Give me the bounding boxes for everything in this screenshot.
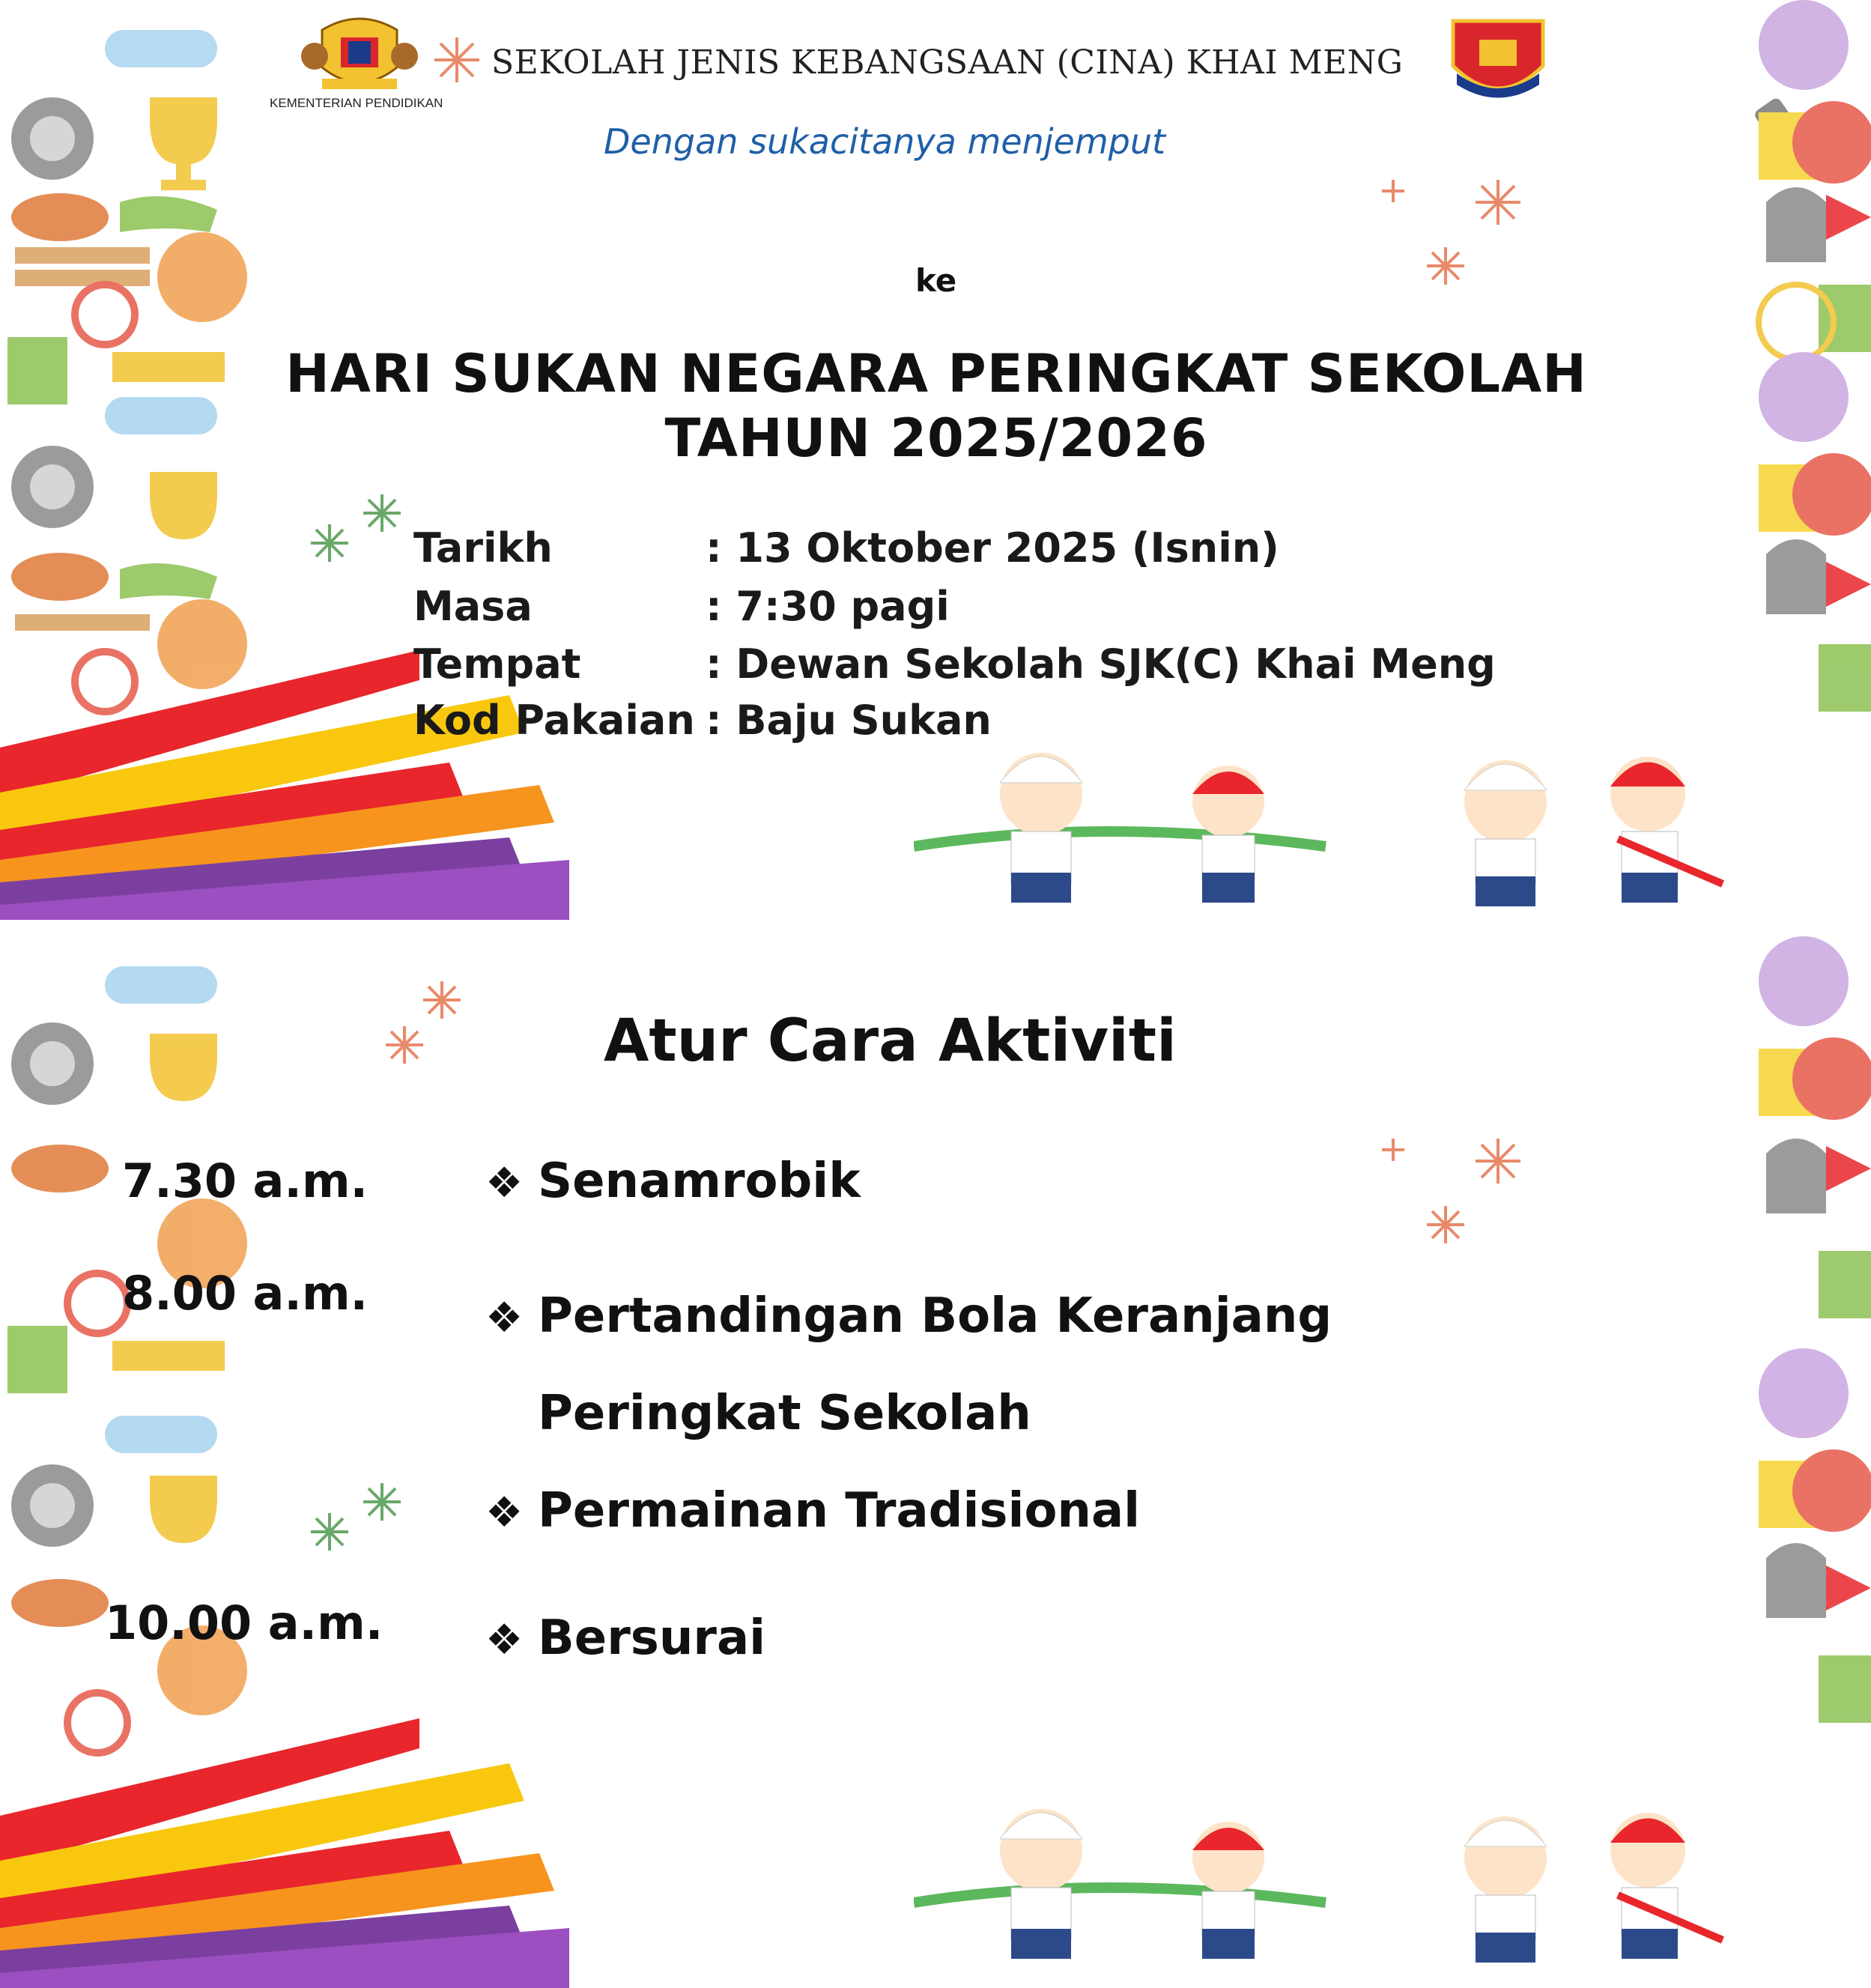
panel-divider <box>0 920 1871 936</box>
sparkle-decoration <box>360 966 479 1071</box>
detail-value: : Dewan Sekolah SJK(C) Khai Meng <box>706 640 1496 688</box>
invitation-line: Dengan sukacitanya menjemput <box>604 121 1166 162</box>
sparkle-decoration <box>1363 1109 1558 1258</box>
agenda-time: 10.00 a.m. <box>105 1595 383 1650</box>
agenda-item-text: Permainan Tradisional <box>538 1483 1141 1539</box>
detail-row-venue <box>413 640 1496 688</box>
decorative-stripes <box>0 1673 569 1988</box>
detail-value: : Baju Sukan <box>706 697 992 744</box>
ministry-crest-icon <box>300 15 419 97</box>
agenda-item-text: Pertandingan Bola Keranjang <box>538 1288 1332 1344</box>
event-title-line1: HARI SUKAN NEGARA PERINGKAT SEKOLAH <box>285 343 1587 404</box>
bullet-icon: ❖ <box>485 1616 524 1664</box>
school-logo-icon <box>1446 13 1550 103</box>
detail-row-time <box>413 583 950 630</box>
agenda-title: Atur Cara Aktiviti <box>604 1007 1177 1075</box>
agenda-time: 7.30 a.m. <box>122 1154 369 1208</box>
running-kids-illustration <box>914 1798 1775 1978</box>
event-title-line2: TAHUN 2025/2026 <box>664 407 1208 469</box>
school-name: SEKOLAH JENIS KEBANGSAAN (CINA) KHAI MENG <box>491 43 1404 82</box>
bullet-icon: ❖ <box>485 1488 524 1537</box>
detail-row-dress-code <box>413 697 992 744</box>
ke-text: ke <box>915 262 957 299</box>
ministry-label: KEMENTERIAN PENDIDIKAN <box>270 96 443 110</box>
detail-label: Kod Pakaian <box>413 697 695 744</box>
sparkle-decoration-green <box>292 1468 427 1566</box>
detail-value: : 13 Oktober 2025 (Isnin) <box>706 524 1279 572</box>
detail-label: Tempat <box>413 640 581 688</box>
agenda-item <box>485 1288 1332 1344</box>
sports-border-right <box>1624 936 1871 1760</box>
detail-value: : 7:30 pagi <box>706 583 950 630</box>
agenda-item-continuation: Peringkat Sekolah <box>538 1386 1031 1441</box>
agenda-panel <box>0 936 1871 1988</box>
sparkle-decoration-small <box>427 30 487 90</box>
sparkle-decoration-green <box>292 479 427 577</box>
invitation-panel <box>0 0 1871 920</box>
detail-label: Tarikh <box>413 524 553 572</box>
bullet-icon: ❖ <box>485 1159 524 1207</box>
agenda-item-text: Senamrobik <box>538 1154 861 1209</box>
agenda-item-text: Bersurai <box>538 1610 766 1666</box>
agenda-item <box>485 1483 1140 1539</box>
agenda-item <box>485 1610 765 1666</box>
running-kids-illustration <box>914 742 1775 920</box>
detail-row-date <box>413 524 1279 572</box>
agenda-time: 8.00 a.m. <box>122 1266 369 1321</box>
agenda-item <box>485 1154 861 1209</box>
detail-label: Masa <box>413 583 533 630</box>
sparkle-decoration <box>1363 150 1558 300</box>
bullet-icon: ❖ <box>485 1294 524 1342</box>
